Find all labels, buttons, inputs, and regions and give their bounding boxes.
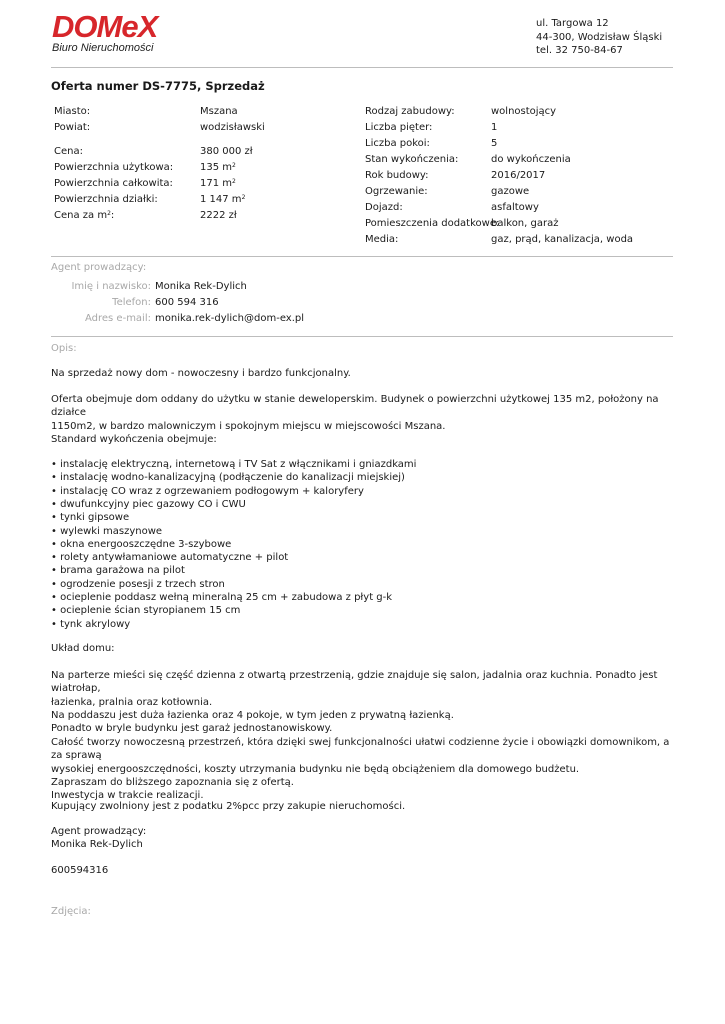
detail-value-usable-area: 135 $m^2$ (200, 162, 236, 173)
list-item: • tynki gipsowe (51, 512, 130, 524)
detail-value-year: 2016/2017 (491, 170, 546, 181)
list-item: • wylewki maszynowe (51, 525, 163, 537)
agent-section-label: Agent prowadzący: (51, 262, 147, 273)
company-address (536, 17, 662, 58)
detail-label-district: Powiat: (54, 122, 91, 133)
description-agent: Agent prowadzący: Monika Rek-Dylich (51, 826, 147, 851)
offer-details-right (365, 104, 665, 249)
photos-section-label: Zdjęcia: (51, 906, 91, 917)
detail-label-access: Dojazd: (365, 202, 403, 213)
layout-paragraph: Na parterze mieści się część dzienna z otwartą przestrzenią, gdzie znajduje się salon, jadalnia oraz kuchnia. Ponadto jest wiatrołap, łazienka, pralnia oraz kotłownia. Na poddaszu jest duża łazienka oraz 4 pokoje, w tym jeden z prywatną łazienką. Ponadto w bryle budynku jest garaż jednostanowiskowy. (51, 670, 658, 735)
offer-details-left (54, 104, 354, 234)
detail-value-total-area: 171 $m^2$ (200, 178, 236, 189)
list-item: • rolety antywłamaniowe automatyczne + pilot (51, 552, 289, 564)
detail-label-finish: Stan wykończenia: (365, 154, 459, 165)
details-divider (51, 256, 673, 257)
list-item: • ogrodzenie posesji z trzech stron (51, 578, 225, 590)
detail-label-total-area: Powierzchnia całkowita: (54, 178, 173, 189)
agent-email: monika.rek-dylich@dom-ex.pl (155, 313, 305, 324)
detail-value-district: wodzisławski (200, 122, 265, 133)
detail-label-city: Miasto: (54, 106, 91, 117)
detail-value-floors: 1 (491, 122, 498, 133)
list-item: • instalację wodno-kanalizacyjną (podłączenie do kanalizacji miejskiej) (51, 472, 405, 484)
agent-phone-label: Telefon: (112, 297, 151, 308)
description-text (51, 367, 676, 380)
tax-note: Kupujący zwolniony jest z podatku 2%pcc przy zakupie nieruchomości. (51, 801, 406, 812)
detail-label-price: Cena: (54, 146, 83, 157)
agent-info (51, 281, 451, 331)
detail-label-utilities: Media: (365, 234, 399, 245)
list-item: • okna energooszczędne 3-szybowe (51, 538, 232, 550)
summary-paragraph: Całość tworzy nowoczesną przestrzeń, która dzięki swej funkcjonalności ułatwi codzienne życie i obowiązki domownikom, a za sprawą wysokiej energooszczędności, koszty utrzymania budynku nie będą obciążeniem dla domowego budżetu. Zapraszam do bliższego zapoznania się z ofertą. Inwestycja w trakcie realizacji. (51, 737, 670, 802)
detail-value-rooms: 5 (491, 138, 498, 149)
description-agent-phone: 600594316 (51, 865, 109, 876)
list-item: • ocieplenie poddasz wełną mineralną 25 cm + zabudowa z płyt g-k (51, 592, 393, 603)
detail-value-price: 380 000 zł (200, 146, 253, 157)
layout-heading: Układ domu: (51, 643, 115, 654)
description-paragraph-2: Oferta obejmuje dom oddany do użytku w stanie deweloperskim. Budynek o powierzchni użytkowej 135 m2, położony na działce 1150m2, w bardzo malowniczym i spokojnym miejscu w miejscowości Mszana. (51, 394, 659, 432)
agent-divider (51, 336, 673, 337)
description-intro: Na sprzedaż nowy dom - nowoczesny i bardzo funkcjonalny. (51, 368, 351, 379)
detail-value-price-per-m2: 2222 zł (200, 210, 237, 221)
list-item: • dwufunkcyjny piec gazowy CO i CWU (51, 498, 246, 510)
detail-label-plot-area: Powierzchnia działki: (54, 194, 158, 205)
list-item: • ocieplenie ścian styropianem 15 cm (51, 605, 241, 617)
features-list (51, 458, 676, 633)
offer-title: Oferta numer DS-7775, Sprzedaż (51, 79, 265, 93)
description-section-label: Opis: (51, 343, 77, 354)
detail-value-extra-rooms: balkon, garaż (491, 218, 559, 229)
detail-value-finish: do wykończenia (491, 154, 571, 165)
agent-name: Monika Rek-Dylich (155, 281, 247, 292)
detail-value-city: Mszana (200, 106, 238, 117)
detail-value-plot-area: 1 147 $m^2$ (200, 194, 246, 205)
address-phone: tel. 32 750-84-67 (536, 45, 623, 56)
list-item: • tynk akrylowy (51, 618, 131, 630)
description-standard-heading: Standard wykończenia obejmuje: (51, 434, 217, 445)
logo-subtitle: Biuro Nieruchomości (52, 42, 154, 54)
detail-label-usable-area: Powierzchnia użytkowa: (54, 162, 174, 173)
detail-value-building-type: wolnostojący (491, 106, 557, 117)
detail-label-rooms: Liczba pokoi: (365, 138, 430, 149)
detail-value-access: asfaltowy (491, 202, 539, 213)
list-item: • instalację CO wraz z ogrzewaniem podłogowym + kaloryfery (51, 485, 364, 497)
agent-email-label: Adres e-mail: (84, 313, 151, 324)
address-city: 44-300, Wodzisław Śląski (536, 31, 663, 43)
detail-label-building-type: Rodzaj zabudowy: (365, 106, 455, 117)
detail-label-heating: Ogrzewanie: (365, 186, 428, 197)
agent-phone: 600 594 316 (155, 297, 219, 308)
detail-label-floors: Liczba pięter: (365, 122, 433, 133)
header-divider (51, 67, 673, 68)
company-logo (52, 10, 157, 44)
agent-name-label: Imię i nazwisko: (71, 281, 151, 292)
address-street: ul. Targowa 12 (536, 18, 609, 29)
list-item: • instalację elektryczną, internetową i TV Sat z włącznikami i gniazdkami (51, 459, 417, 470)
detail-label-price-per-m2: Cena za $m^2$: (54, 210, 115, 221)
detail-value-heating: gazowe (491, 186, 530, 197)
detail-label-year: Rok budowy: (365, 170, 429, 181)
logo-brand: DOMeX (52, 9, 158, 44)
list-item: • brama garażowa na pilot (51, 565, 185, 577)
detail-label-extra-rooms: Pomieszczenia dodatkowe: (365, 218, 500, 229)
detail-value-utilities: gaz, prąd, kanalizacja, woda (491, 234, 634, 245)
